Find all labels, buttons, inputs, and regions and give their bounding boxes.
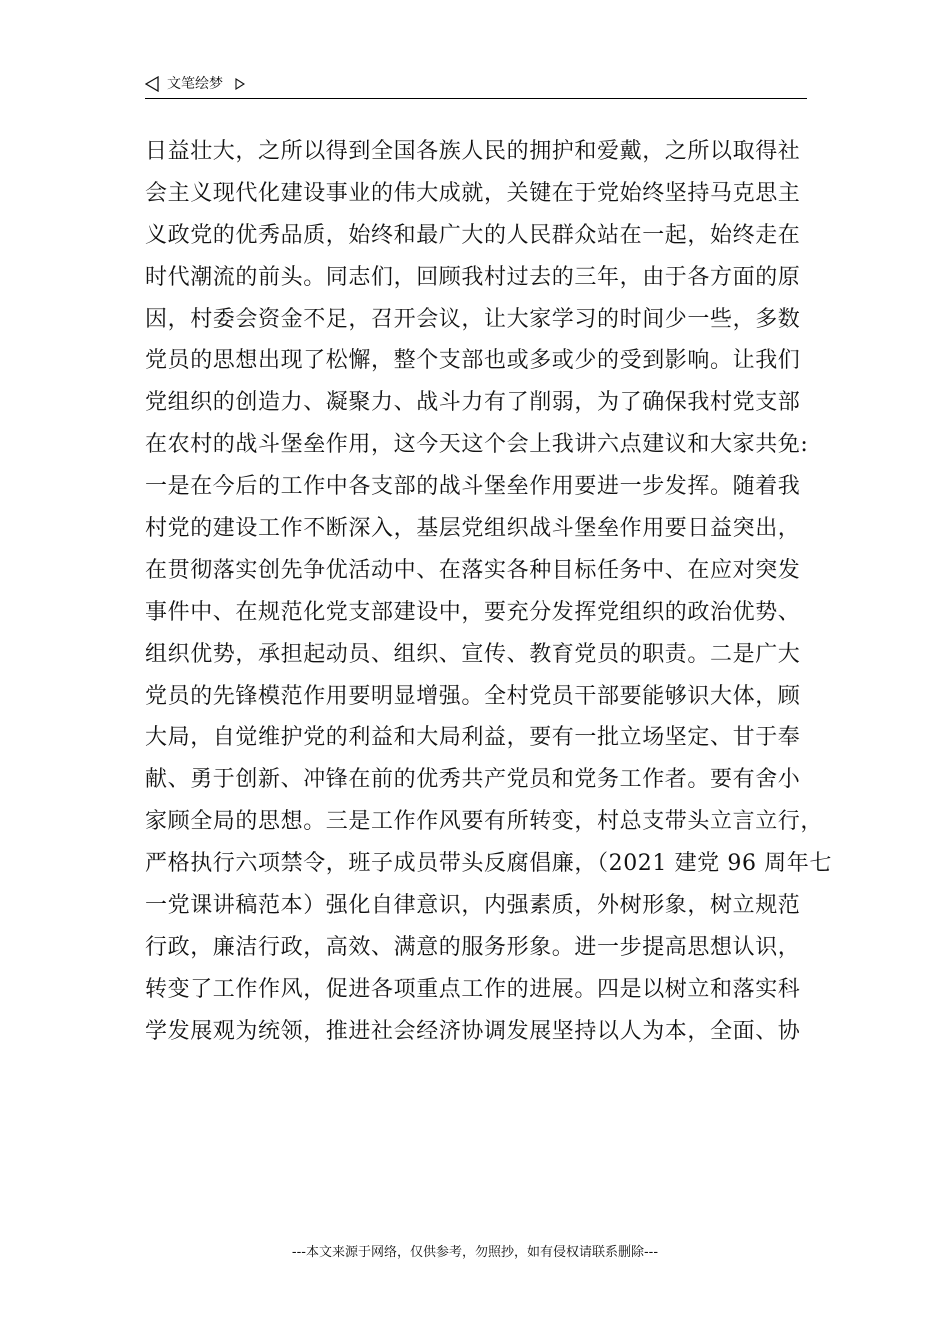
page-footer: ---本文来源于网络，仅供参考，勿照抄，如有侵权请联系删除--- (291, 1245, 659, 1260)
text-line: 党员的先锋模范作用要明显增强。全村党员干部要能够识大体，顾 (145, 683, 801, 709)
header-title: 文笔绘梦 (167, 76, 223, 92)
text-line: 一是在今后的工作中各支部的战斗堡垒作用要进一步发挥。随着我 (145, 474, 801, 500)
body-text (145, 131, 832, 1053)
text-line: 党员的思想出现了松懈，整个支部也或多或少的受到影响。让我们 (145, 348, 801, 374)
triangle-right-icon (235, 75, 245, 87)
triangle-left-icon (145, 76, 159, 92)
text-line: 义政党的优秀品质，始终和最广大的人民群众站在一起，始终走在 (145, 222, 801, 248)
text-line: 村党的建设工作不断深入，基层党组织战斗堡垒作用要日益突出， (145, 516, 801, 542)
text-line: 组织优势，承担起动员、组织、宣传、教育党员的职责。二是广大 (145, 641, 801, 667)
text-line: 行政，廉洁行政，高效、满意的服务形象。进一步提高思想认识， (145, 934, 801, 960)
text-line: 大局，自觉维护党的利益和大局利益，要有一批立场坚定、甘于奉 (145, 725, 801, 751)
text-line: 严格执行六项禁令，班子成员带头反腐倡廉，（2021 建党 96 周年七 (145, 851, 832, 877)
text-line: 因，村委会资金不足，召开会议，让大家学习的时间少一些，多数 (145, 306, 801, 332)
text-line: 时代潮流的前头。同志们，回顾我村过去的三年，由于各方面的原 (145, 264, 801, 290)
text-line: 转变了工作作风，促进各项重点工作的进展。四是以树立和落实科 (145, 976, 801, 1002)
page-header (145, 72, 807, 99)
text-line: 会主义现代化建设事业的伟大成就，关键在于党始终坚持马克思主 (145, 180, 801, 206)
text-line: 学发展观为统领，推进社会经济协调发展坚持以人为本，全面、协 (145, 1018, 801, 1044)
text-line: 日益壮大，之所以得到全国各族人民的拥护和爱戴，之所以取得社 (145, 139, 801, 164)
text-line: 事件中、在规范化党支部建设中，要充分发挥党组织的政治优势、 (145, 599, 801, 625)
text-line: 一党课讲稿范本）强化自律意识，内强素质，外树形象，树立规范 (145, 893, 801, 919)
text-line: 献、勇于创新、冲锋在前的优秀共产党员和党务工作者。要有舍小 (145, 767, 801, 793)
text-line: 在农村的战斗堡垒作用，这今天这个会上我讲六点建议和大家共免: (145, 432, 809, 458)
text-line: 家顾全局的思想。三是工作作风要有所转变，村总支带头立言立行， (145, 809, 824, 835)
text-line: 党组织的创造力、凝聚力、战斗力有了削弱，为了确保我村党支部 (145, 390, 801, 416)
text-line: 在贯彻落实创先争优活动中、在落实各种目标任务中、在应对突发 (145, 557, 801, 583)
